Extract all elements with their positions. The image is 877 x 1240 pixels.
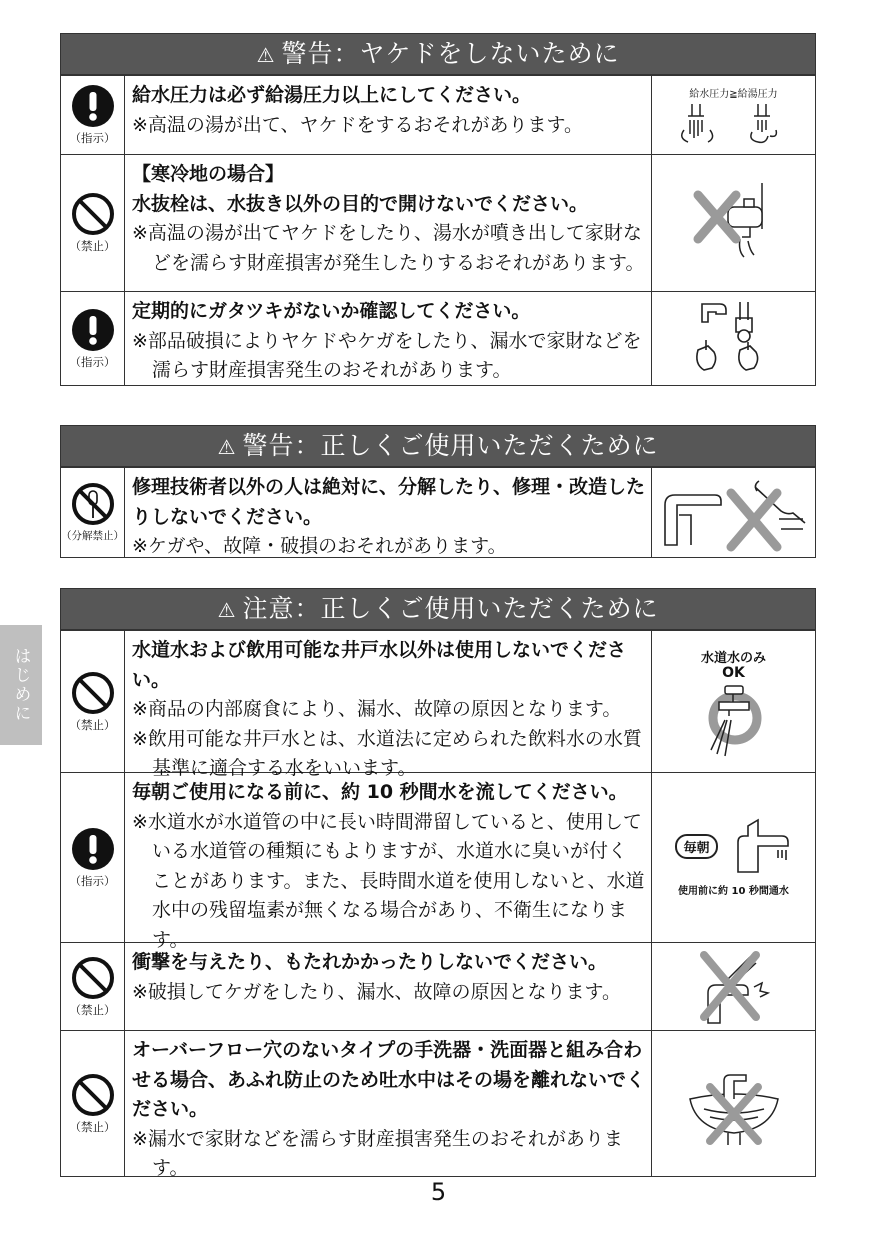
instruction-note: ※高温の湯が出て、ヤケドをするおそれがあります。	[132, 113, 584, 136]
table-row	[61, 630, 815, 779]
warning-triangle-icon: ⚠	[256, 43, 276, 67]
table-row	[61, 772, 815, 951]
instruction-heading: オーバーフロー穴のないタイプの手洗器・洗面器と組み合わせる場合、あふれ防止のため吐水中はその場を離れないでください。	[132, 1039, 646, 1120]
icon-cell: （指示）	[61, 292, 125, 385]
caution-section-usage	[60, 588, 816, 1177]
instruction-note: ※商品の内部腐食により、漏水、故障の原因となります。	[132, 698, 622, 720]
instruction-note: ※部品破損によりヤケドやケガをしたり、漏水で家財などを濡らす財産損害発生のおそれがあります。	[132, 329, 642, 381]
row-text	[125, 773, 651, 951]
instruction-heading: 水抜栓は、水抜き以外の目的で開けないでください。	[132, 192, 589, 215]
exclamation-icon	[71, 84, 115, 128]
icon-cell: （禁止）	[61, 943, 125, 1030]
every-morning-badge: 毎朝	[675, 834, 717, 859]
icon-cell: （禁止）	[61, 1031, 125, 1176]
illustration-cell	[651, 155, 815, 291]
warning-section-usage	[60, 425, 816, 558]
illustration-cell	[651, 76, 815, 154]
table-row	[61, 467, 815, 557]
prohibited-icon	[71, 192, 115, 236]
table-row	[61, 75, 815, 154]
instruction-heading: 毎朝ご使用になる前に、約 10 秒間水を流してください。	[132, 781, 628, 803]
instruction-heading: 定期的にガタツキがないか確認してください。	[132, 300, 531, 322]
illustration-cell	[651, 468, 815, 557]
faucet-flow-illustration	[728, 818, 792, 874]
impact-prohibited-illustration	[694, 947, 774, 1027]
icon-cell: （指示）	[61, 773, 125, 942]
tap-water-ok-illustration	[689, 680, 779, 760]
table-row	[61, 291, 815, 385]
row-text	[125, 631, 651, 779]
region-heading: 【寒冷地の場合】	[132, 163, 285, 185]
illustration-cell	[651, 631, 815, 772]
row-text	[125, 468, 651, 557]
warning-triangle-icon: ⚠	[217, 598, 237, 622]
prohibited-icon	[71, 1073, 115, 1117]
ok-label: OK	[722, 665, 745, 681]
table-row	[61, 1030, 815, 1179]
instruction-heading: 給水圧力は必ず給湯圧力以上にしてください。	[132, 84, 532, 106]
instruction-note: ※飲用可能な井戸水とは、水道法に定められた飲料水の水質基準に適合する水をいいます。	[132, 727, 642, 779]
icon-cell: （分解禁止）	[61, 468, 125, 557]
illustration-cell	[651, 1031, 815, 1176]
section-header: ⚠ 注意：正しくご使用いただくために	[61, 589, 815, 630]
faucet-pressure-illustration	[674, 100, 794, 146]
table-row	[61, 942, 815, 1030]
no-disassembly-icon	[71, 482, 115, 526]
page-number: 5	[430, 1178, 447, 1206]
tap-water-label: 水道水のみ	[700, 651, 766, 666]
side-tab-introduction[interactable]: はじめに	[0, 625, 42, 745]
prohibited-icon	[71, 671, 115, 715]
hand-check-illustration	[684, 296, 784, 382]
section-header: ⚠ 警告：正しくご使用いただくために	[61, 426, 815, 467]
instruction-note: ※水道水が水道管の中に長い時間滞留していると、使用している水道管の種類にもよりますが、水道水に臭いが付くことがあります。また、長時間水道を使用しないと、水道水中の残留塩素が無くなる場合があり、不衛生になります。	[132, 810, 645, 951]
exclamation-icon	[71, 308, 115, 352]
row-text	[125, 943, 651, 1030]
instruction-heading: 衝撃を与えたり、もたれかかったりしないでください。	[132, 951, 608, 973]
drain-valve-illustration	[684, 173, 784, 273]
icon-cell: （禁止）	[61, 155, 125, 291]
instruction-note: ※高温の湯が出てヤケドをしたり、湯水が噴き出して家財などを濡らす財産損害が発生したりするおそれがあります。	[132, 222, 645, 274]
basin-overflow-illustration	[684, 1059, 784, 1149]
repair-prohibited-illustration	[659, 473, 809, 553]
warning-section-burn	[60, 33, 816, 386]
prohibited-icon	[71, 956, 115, 1000]
instruction-heading: 修理技術者以外の人は絶対に、分解したり、修理・改造したりしないでください。	[132, 476, 646, 528]
instruction-heading: 水道水および飲用可能な井戸水以外は使用しないでください。	[132, 639, 627, 691]
flush-label: 使用前に約 10 秒間通水	[678, 886, 789, 897]
row-text	[125, 155, 651, 291]
pressure-label: 給水圧力≧給湯圧力	[689, 88, 778, 100]
illustration-cell	[651, 943, 815, 1030]
section-header: ⚠ 警告：ヤケドをしないために	[61, 34, 815, 75]
instruction-note: ※破損してケガをしたり、漏水、故障の原因となります。	[132, 980, 622, 1003]
illustration-cell	[651, 292, 815, 385]
row-text	[125, 1031, 651, 1179]
illustration-cell	[651, 773, 815, 942]
exclamation-icon	[71, 827, 115, 871]
table-row	[61, 154, 815, 291]
instruction-note: ※ケガや、故障・破損のおそれがあります。	[132, 535, 507, 557]
warning-triangle-icon: ⚠	[217, 435, 237, 459]
row-text	[125, 292, 651, 385]
instruction-note: ※漏水で家財などを濡らす財産損害発生のおそれがあります。	[132, 1127, 623, 1179]
row-text	[125, 76, 651, 154]
icon-cell: （禁止）	[61, 631, 125, 772]
every-morning-graphic	[675, 818, 791, 874]
icon-cell: （指示）	[61, 76, 125, 154]
